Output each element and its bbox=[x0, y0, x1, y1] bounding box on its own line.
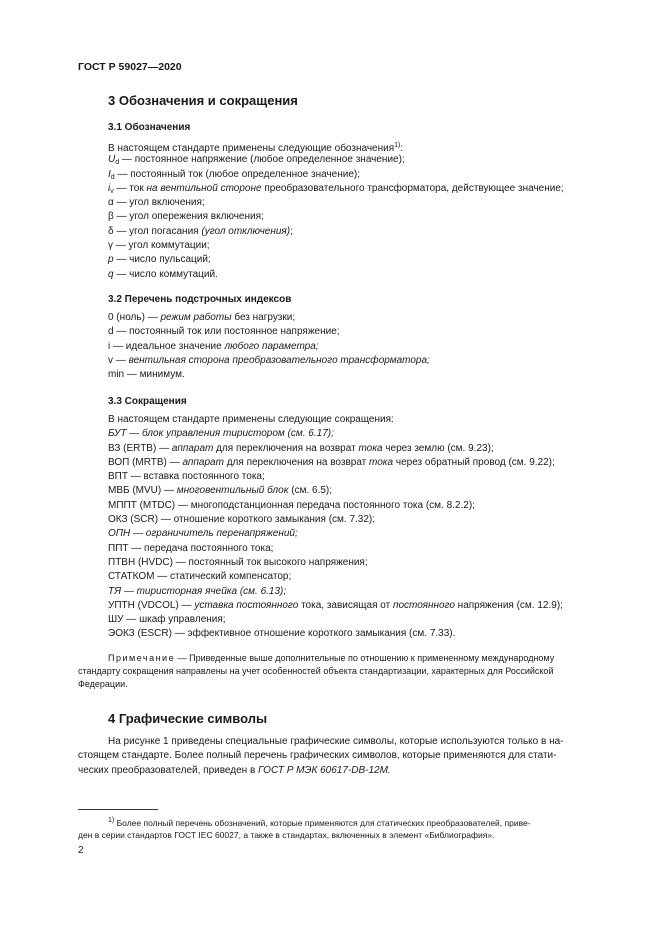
document-id: ГОСТ Р 59027—2020 bbox=[78, 61, 182, 73]
page-number: 2 bbox=[78, 845, 84, 856]
list-item: α — угол включения; bbox=[108, 197, 205, 209]
list-item: ЭОКЗ (ESCR) — эффективное отношение короткого замыкания (см. 7.33). bbox=[108, 628, 456, 640]
list-item: ВЗ (ERTB) — аппарат для переключения на возврат тока через землю (см. 9.23); bbox=[108, 442, 494, 454]
footnote: $^{1)}$ Более полный перечень обозначений, которые применяются для статических преобразователей, приве- ден в серии стандартов ГОСТ IEC 60027, а также в стандартах, включенных в элемент «Библиография». bbox=[78, 817, 531, 840]
list-item: ШУ — шкаф управления; bbox=[108, 614, 226, 626]
list-item: УПТН (VDCOL) — уставка постоянного тока, зависящая от постоянного напряжения (см. 12.9); bbox=[108, 599, 563, 611]
list-item: СТАТКОМ — статический компенсатор; bbox=[108, 571, 292, 583]
list-item: γ — угол коммутации; bbox=[108, 240, 210, 252]
designations-intro: В настоящем стандарте применены следующие обозначения$^{1)}$: bbox=[108, 142, 404, 154]
list-item: p — число пульсаций; bbox=[108, 254, 211, 266]
abbreviations-intro: В настоящем стандарте применены следующие сокращения: bbox=[108, 414, 394, 425]
list-item: ВПТ — вставка постоянного тока; bbox=[108, 471, 265, 483]
designations-list bbox=[108, 139, 564, 282]
list-item: $i_v$ — ток на вентильной стороне преобразовательного трансформатора, действующее значение; bbox=[108, 182, 564, 195]
list-item: β — угол опережения включения; bbox=[108, 211, 264, 223]
subsection-3-1-title: 3.1 Обозначения bbox=[108, 122, 191, 133]
list-item: $U_d$ — постоянное напряжение (любое определенное значение); bbox=[108, 154, 405, 167]
list-item: $I_d$ — постоянный ток (любое определенное значение); bbox=[108, 168, 361, 181]
section-4-paragraph: На рисунке 1 приведены специальные графические символы, которые используются только в на- стоящем стандарте. Более полный перечень графических символов, которые применяются для стати- ческих преобразователей, приведен в ГОСТ Р МЭК 60617-DB-12M. bbox=[78, 736, 564, 776]
list-item: i — идеальное значение любого параметра; bbox=[108, 340, 319, 352]
list-item: БУТ — блок управления тиристором (см. 6.17); bbox=[108, 428, 334, 440]
footnote-separator bbox=[78, 809, 158, 810]
subsection-3-3-title: 3.3 Сокращения bbox=[108, 396, 187, 407]
note-label: Примечание bbox=[108, 653, 176, 663]
subscripts-list bbox=[108, 311, 430, 382]
abbreviations-list bbox=[108, 413, 563, 642]
footnote-mark: 1) bbox=[108, 817, 115, 824]
list-item: min — минимум. bbox=[108, 369, 185, 381]
list-item: ПТВН (HVDC) — постоянный ток высокого напряжения; bbox=[108, 556, 368, 568]
list-item: ППТ — передача постоянного тока; bbox=[108, 542, 274, 554]
list-item: d — постоянный ток или постоянное напряжение; bbox=[108, 326, 340, 338]
list-item: ТЯ — тиристорная ячейка (см. 6.13); bbox=[108, 585, 287, 597]
footnote-ref: 1) bbox=[394, 142, 401, 149]
list-item: МППТ (MTDC) — многоподстанционная передача постоянного тока (см. 8.2.2); bbox=[108, 499, 475, 511]
list-item: δ — угол погасания (угол отключения); bbox=[108, 225, 293, 237]
list-item: q — число коммутаций. bbox=[108, 268, 218, 280]
list-item: ОПН — ограничитель перенапряжений; bbox=[108, 528, 298, 540]
list-item: ВОП (MRTB) — аппарат для переключения на возврат тока через обратный провод (см. 9.22); bbox=[108, 456, 555, 468]
note-block: Примечание — Приведенные выше дополнительные по отношению к примененному международному стандарту сокращения направлены на учет особенностей объекта стандартизации, характерных для Российской Федерации. bbox=[78, 653, 555, 689]
list-item: ОКЗ (SCR) — отношение короткого замыкания (см. 7.32); bbox=[108, 514, 376, 526]
list-item: МВБ (MVU) — многовентильный блок (см. 6.5); bbox=[108, 485, 333, 497]
section-4-title: 4 Графические символы bbox=[108, 711, 268, 726]
subsection-3-2-title: 3.2 Перечень подстрочных индексов bbox=[108, 294, 292, 305]
section-3-title: 3 Обозначения и сокращения bbox=[108, 93, 298, 108]
list-item: 0 (ноль) — режим работы без нагрузки; bbox=[108, 312, 296, 323]
list-item: v — вентильная сторона преобразовательного трансформатора; bbox=[108, 354, 430, 366]
